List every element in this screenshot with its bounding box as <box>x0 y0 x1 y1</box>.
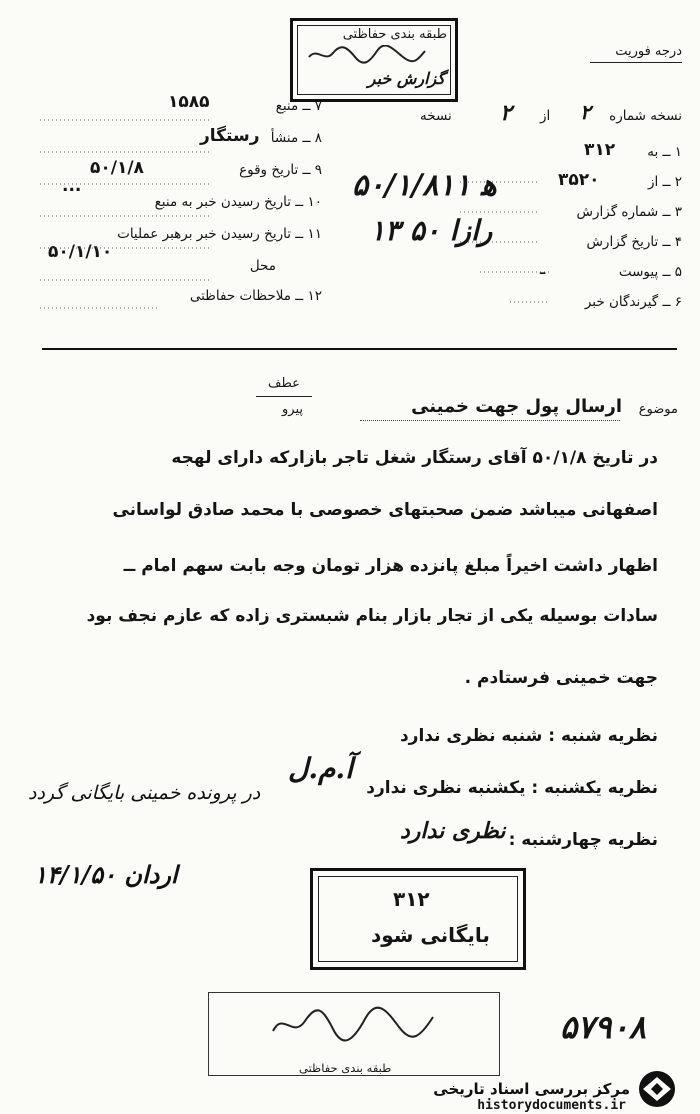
field-to-label: ۱ ــ به <box>647 144 682 160</box>
field-source-value: ۱۵۸۵ <box>168 92 210 112</box>
classification-bottom-label: طبقه بندی حفاظتی <box>295 1061 395 1075</box>
urgency-underline <box>590 62 682 63</box>
classification-stamp-box <box>290 18 458 102</box>
handwritten-date-line2: ۱۳ رازا ۵۰ <box>370 214 493 247</box>
opinion-sunday-handwritten: آ.م.ل <box>288 752 353 785</box>
body-line-2: اصفهانی میباشد ضمن صحبتهای خصوصی با محمد صادق لواسانی <box>112 500 658 520</box>
header-divider <box>42 348 677 350</box>
marginal-note-date: اردان ۱۴/۱/۵۰ <box>34 860 178 889</box>
body-line-4: سادات بوسیله یکی از تجار بازار بنام شبستری زاده که عازم نجف بود <box>86 606 658 626</box>
copy-from-value: ۲ <box>500 100 512 126</box>
subject-underline <box>360 420 620 421</box>
field-report-date-label: ۴ ــ تاریخ گزارش <box>586 234 682 250</box>
watermark-url: historydocuments.ir <box>477 1098 626 1113</box>
field-from-value: ۳۵۲۰ <box>558 170 600 190</box>
bottom-classification-frame <box>208 992 500 1076</box>
handwritten-scribble-icon <box>307 45 427 65</box>
watermark-text: مرکز بررسی اسناد تاریخی <box>433 1080 630 1098</box>
field-source-received-value: ... <box>62 176 82 196</box>
field-source-label: ۷ ــ منبع <box>275 98 322 114</box>
field-guide-lines <box>40 110 640 310</box>
field-origin-label: ۸ ــ منشأ <box>270 130 322 146</box>
document-number: ۵۷۹۰۸ <box>560 1008 646 1046</box>
archive-stamp-box <box>310 868 526 970</box>
marginal-note: در پرونده خمینی بایگانی گردد <box>28 782 261 804</box>
field-recipients-label: ۶ ــ گیرندگان خبر <box>584 294 682 310</box>
copy-number-value: ۲ <box>580 100 591 124</box>
handwritten-date-line1: ۵۰/۱/۸۱۱ ه‍ <box>352 168 497 203</box>
archive-stamp-number: ۳۱۲ <box>393 887 430 911</box>
reference-divider <box>256 396 312 397</box>
follow-up-label: پیرو <box>282 402 303 417</box>
subject-text: ارسال پول جهت خمینی <box>411 396 622 417</box>
copy-number-label: نسخه شماره <box>609 108 682 124</box>
subject-label: موضوع <box>638 402 678 417</box>
field-source-received-label: ۱۰ ــ تاریخ رسیدن خبر به منبع <box>154 194 322 210</box>
field-attachment-label: ۵ ــ پیوست <box>618 264 682 280</box>
archive-logo-icon <box>633 1069 681 1109</box>
field-to-value: ۳۱۲ <box>584 140 616 160</box>
classification-top-label: طبقه بندی حفاظتی <box>342 27 447 42</box>
field-attachment-value: ـ <box>540 258 546 279</box>
opinion-wednesday: نظریه چهارشنبه : <box>508 830 658 850</box>
field-security-notes-label: ۱۲ ــ ملاحظات حفاظتی <box>189 288 322 304</box>
body-line-1: در تاریخ ۵۰/۱/۸ آقای رستگار شغل تاجر بازارکه دارای لهجه <box>171 448 658 468</box>
field-origin-value: رستگار <box>200 126 260 146</box>
field-occurrence-date-value: ۵۰/۱/۸ <box>90 158 144 178</box>
signature-scribble-icon <box>269 1005 439 1045</box>
copy-from-label: از <box>540 108 551 124</box>
body-line-3: اظهار داشت اخیراً مبلغ پانزده هزار تومان وجه بابت سهم امام ــ <box>123 556 658 576</box>
field-from-label: ۲ ــ از <box>647 174 682 190</box>
opinion-sunday: نظریه یکشنبه : یکشنبه نظری ندارد <box>366 778 658 798</box>
reference-label: عطف <box>268 376 300 391</box>
body-line-5: جهت خمینی فرستادم . <box>464 668 658 688</box>
report-title: گزارش خبر <box>367 69 445 88</box>
opinion-saturday: نظریه شنبه : شنبه نظری ندارد <box>399 726 658 746</box>
copy-suffix-label: نسخه <box>420 108 452 124</box>
field-report-number-label: ۳ ــ شماره گزارش <box>576 204 682 220</box>
field-occurrence-date-label: ۹ ــ تاریخ وقوع <box>239 162 322 178</box>
urgency-label: درجه فوریت <box>615 44 682 59</box>
field-location-label: محل <box>249 258 276 274</box>
archive-stamp-text: بایگانی شود <box>371 923 490 947</box>
field-ops-received-value: ۵۰/۱/۱۰ <box>48 242 113 262</box>
opinion-wednesday-handwritten: نظری ندارد <box>400 818 506 844</box>
field-ops-received-label: ۱۱ ــ تاریخ رسیدن خبر برهبر عملیات <box>117 226 322 242</box>
